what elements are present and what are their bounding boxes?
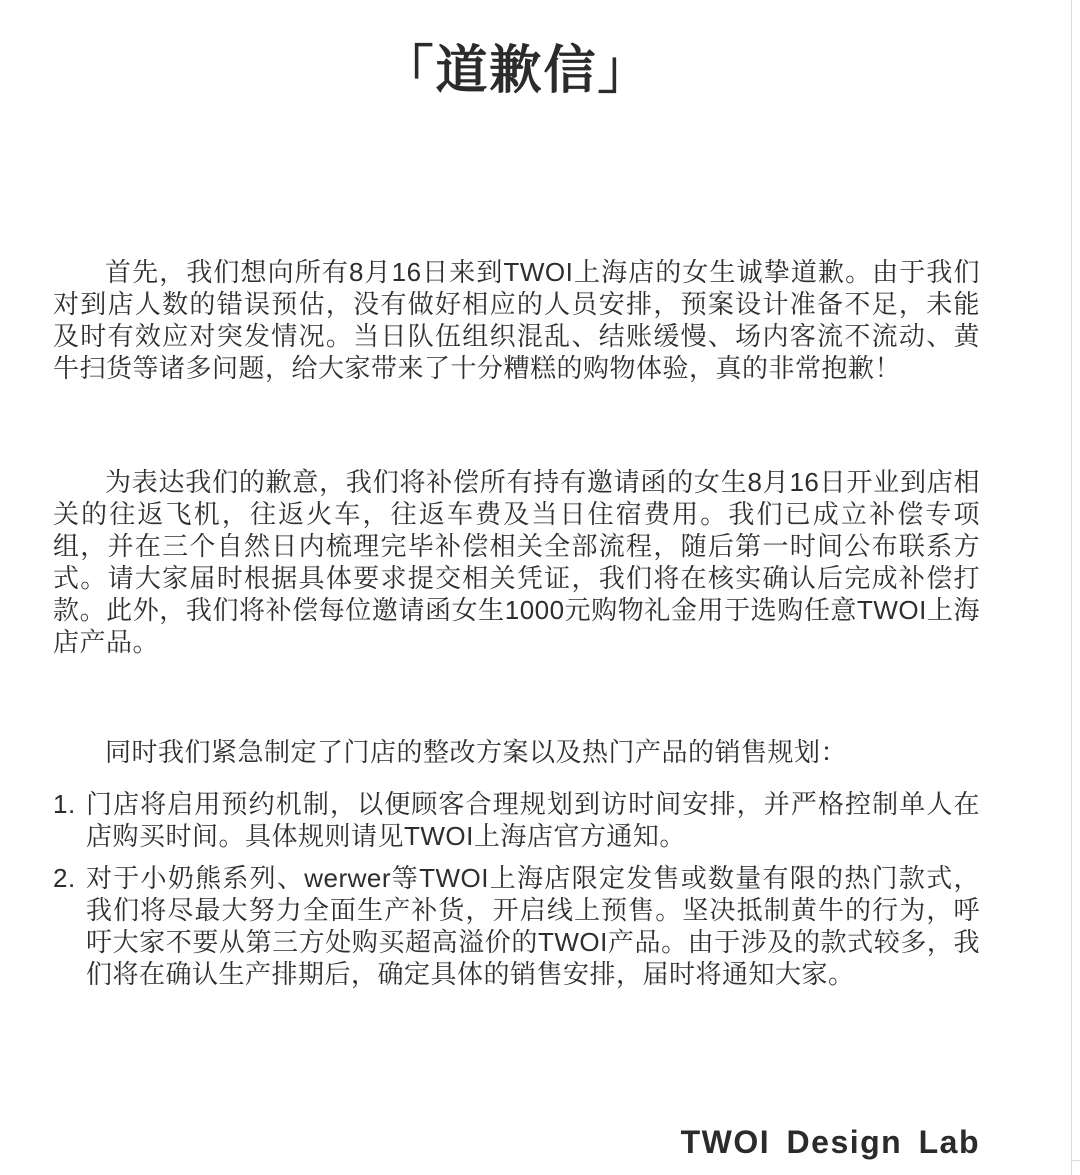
- list-item-number: 2.: [53, 863, 76, 893]
- plan-intro-paragraph: 同时我们紧急制定了门店的整改方案以及热门产品的销售规划：: [105, 737, 848, 767]
- page-edge-line-vertical: [1071, 0, 1072, 1175]
- signature: TWOI Design Lab: [680, 1124, 980, 1160]
- list-item-text: 对于小奶熊系列、werwer等TWOI上海店限定发售或数量有限的热门款式，我们将尽最大努力全面生产补货，开启线上预售。坚决抵制黄牛的行为，呼吁大家不要从第三方处购买超高溢价的TWOI产品。由于涉及的款式较多，我们将在确认生产排期后，确定具体的销售安排，届时将通知大家。: [86, 863, 980, 989]
- page-title: 「道歉信」: [381, 42, 652, 100]
- plan-list: [53, 788, 980, 990]
- list-item: [53, 788, 980, 852]
- list-item-number: 1.: [53, 789, 76, 819]
- compensation-paragraph: 为表达我们的歉意，我们将补偿所有持有邀请函的女生8月16日开业到店相关的往返飞机，往返火车，往返车费及当日住宿费用。我们已成立补偿专项组，并在三个自然日内梳理完毕补偿相关全部流程，随后第一时间公布联系方式。请大家届时根据具体要求提交相关凭证，我们将在核实确认后完成补偿打款。此外，我们将补偿每位邀请函女生1000元购物礼金用于选购任意TWOI上海店产品。: [53, 467, 980, 657]
- list-item-text: 门店将启用预约机制，以便顾客合理规划到访时间安排，并严格控制单人在店购买时间。具体规则请见TWOI上海店官方通知。: [86, 789, 980, 851]
- list-item: [53, 862, 980, 990]
- apology-paragraph: 首先，我们想向所有8月16日来到TWOI上海店的女生诚挚道歉。由于我们对到店人数的错误预估，没有做好相应的人员安排，预案设计准备不足，未能及时有效应对突发情况。当日队伍组织混乱、结账缓慢、场内客流不流动、黄牛扫货等诸多问题，给大家带来了十分糟糕的购物体验，真的非常抱歉！: [53, 257, 980, 383]
- page-edge-line-horizontal: [1071, 1160, 1080, 1161]
